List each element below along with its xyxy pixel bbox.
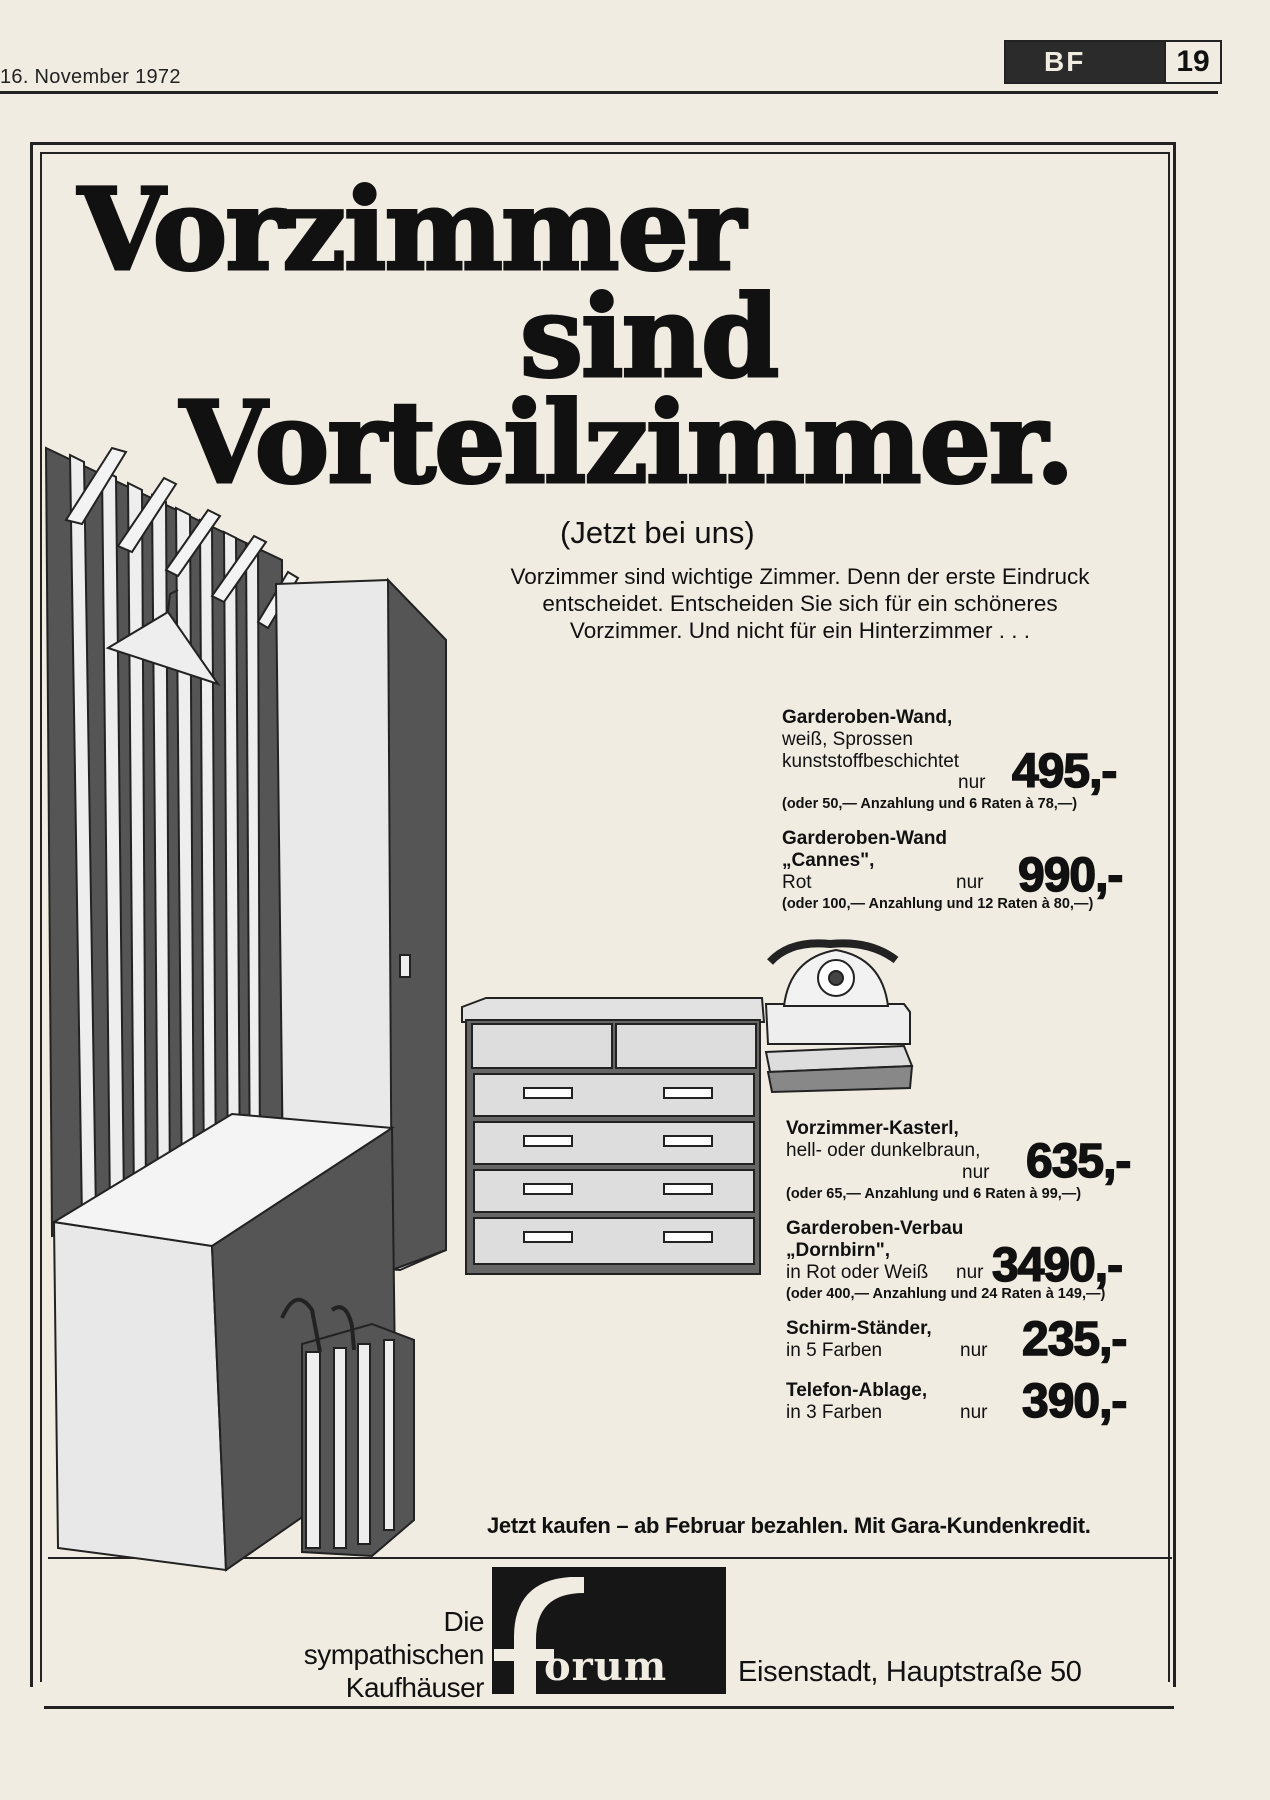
credit-tagline: Jetzt kaufen – ab Februar bezahlen. Mit Gara-Kundenkredit. (487, 1513, 1091, 1538)
store-claim-line-1: Die (443, 1606, 484, 1637)
store-claim-line-2: sympathischen (303, 1639, 484, 1670)
product-2-terms: (oder 100,— Anzahlung und 12 Raten à 80,—) (782, 896, 1094, 912)
paper-code: BF (1006, 42, 1164, 82)
product-4-price: 3490,- (992, 1239, 1123, 1292)
product-3-nur: nur (962, 1162, 990, 1183)
product-2-desc: Rot (782, 872, 812, 893)
product-2-name-line-2: „Cannes", (782, 850, 875, 871)
product-2-name: Garderoben-Wand (782, 828, 948, 849)
product-3-price: 635,- (1026, 1135, 1131, 1188)
store-claim (250, 1605, 484, 1704)
headline-line-3: Vorteilzimmer. (180, 378, 1073, 509)
forum-logo-text: orum (544, 1643, 668, 1690)
product-1-name: Garderoben-Wand, (782, 707, 953, 728)
store-claim-line-3: Kaufhäuser (345, 1672, 484, 1703)
product-1-desc-line-1: weiß, Sprossen (782, 729, 913, 750)
product-3-name: Vorzimmer-Kasterl, (786, 1118, 959, 1139)
product-1-desc-line-2: kunststoffbeschichtet (782, 751, 960, 772)
product-1-terms: (oder 50,— Anzahlung und 6 Raten à 78,—) (782, 796, 1078, 812)
issue-date: 16. November 1972 (0, 66, 181, 88)
forum-logo (492, 1567, 726, 1694)
product-5-price: 235,- (1022, 1313, 1127, 1366)
product-5-desc: in 5 Farben (786, 1340, 883, 1361)
product-6-desc: in 3 Farben (786, 1402, 883, 1423)
chest-of-drawers-illustration (462, 998, 764, 1274)
product-4-name: Garderoben-Verbau (786, 1218, 964, 1239)
subheadline: (Jetzt bei uns) (560, 515, 755, 550)
product-3-terms: (oder 65,— Anzahlung und 6 Raten à 99,—) (786, 1186, 1082, 1202)
store-address: Eisenstadt, Hauptstraße 50 (738, 1656, 1082, 1688)
intro-paragraph: Vorzimmer sind wichtige Zimmer. Denn der erste Eindruck entscheidet. Entscheiden Sie sich für ein schöneres Vorzimmer. Und nicht für ein Hinterzimmer . . . (510, 564, 1090, 643)
headline-line-1: Vorzimmer (78, 165, 744, 296)
product-4-nur: nur (956, 1262, 984, 1283)
product-2-price: 990,- (1018, 849, 1123, 902)
product-4-terms: (oder 400,— Anzahlung und 24 Raten à 149,—) (786, 1286, 1106, 1302)
product-4-name-line-2: „Dornbirn", (786, 1240, 890, 1261)
product-5-name: Schirm-Ständer, (786, 1318, 932, 1339)
product-1-nur: nur (958, 772, 986, 793)
product-2-nur: nur (956, 872, 984, 893)
telephone-shelf-illustration (766, 943, 912, 1092)
headline-line-2: sind (520, 272, 778, 403)
product-5-nur: nur (960, 1340, 988, 1361)
product-6-nur: nur (960, 1402, 988, 1423)
product-6-price: 390,- (1022, 1375, 1127, 1428)
product-1-price: 495,- (1012, 745, 1117, 798)
page-number: 19 (1164, 42, 1220, 82)
product-3-desc: hell- oder dunkelbraun, (786, 1140, 981, 1161)
product-6-name: Telefon-Ablage, (786, 1380, 928, 1401)
product-4-desc: in Rot oder Weiß (786, 1262, 929, 1283)
